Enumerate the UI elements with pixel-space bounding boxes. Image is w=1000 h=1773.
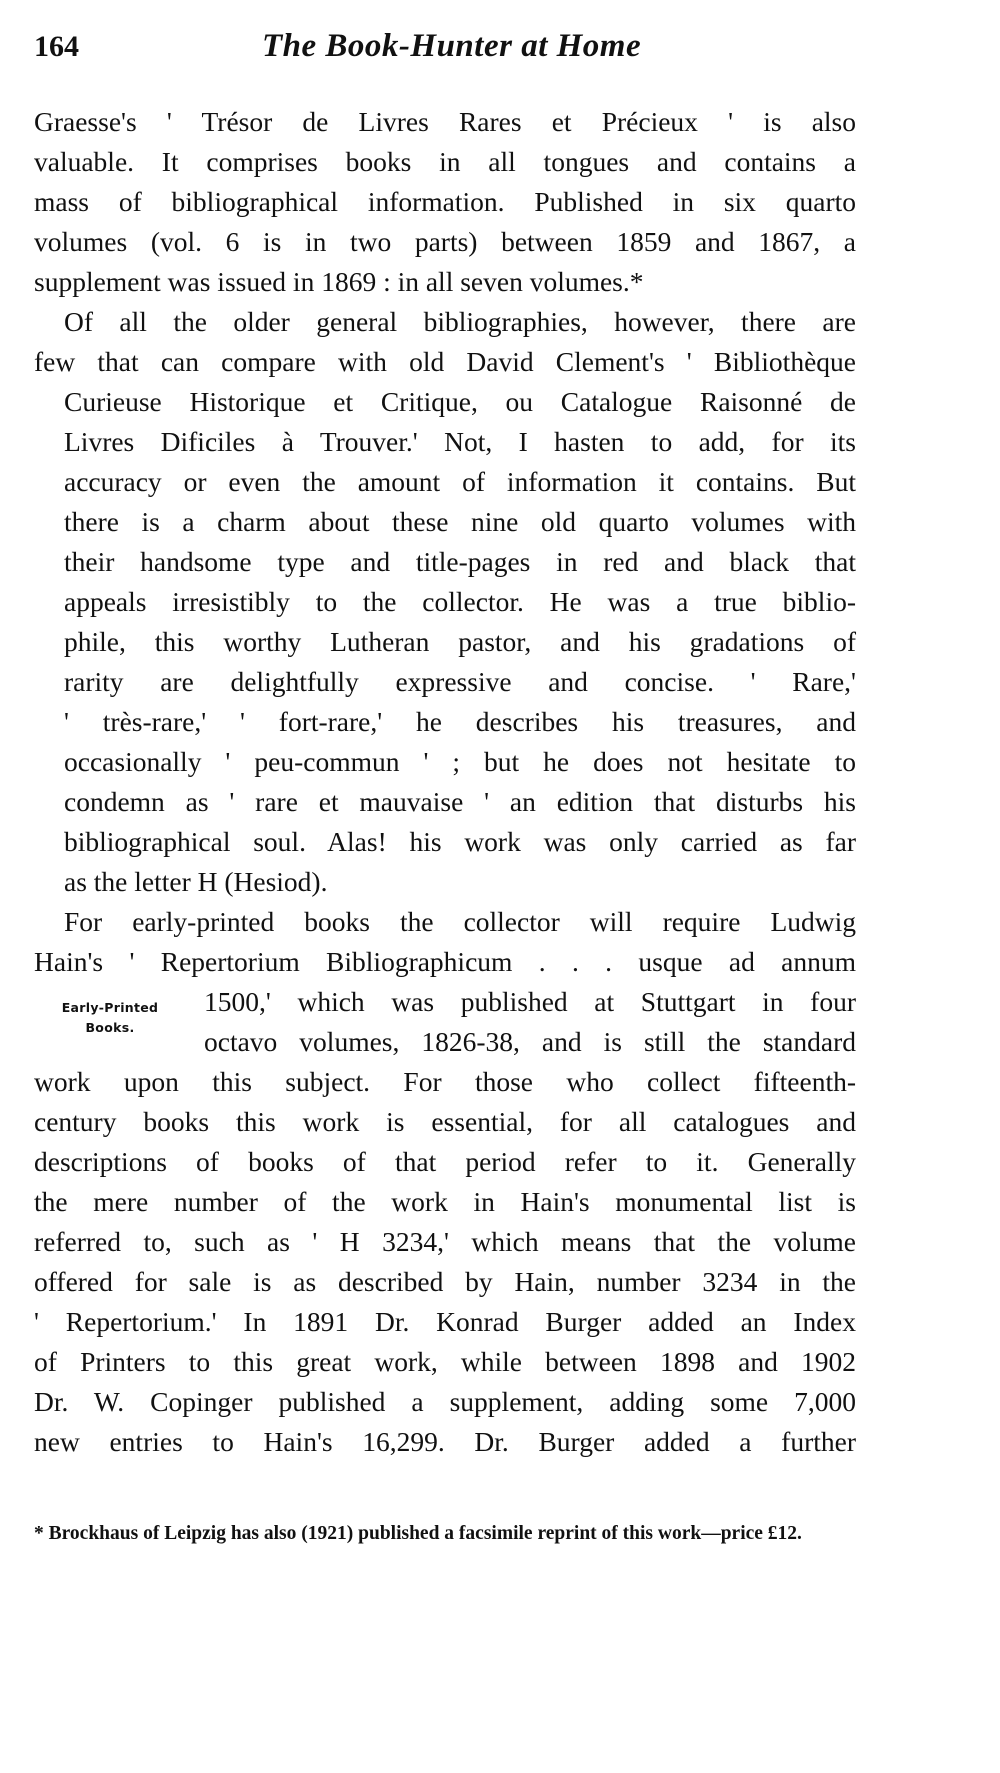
text-line: Hain's ' Repertorium Bibliographicum . . . usque ad annum: [34, 946, 856, 977]
text-line: valuable. It comprises books in all tongues and contains a: [34, 146, 856, 177]
running-header: [34, 28, 860, 76]
text-line: condemn as ' rare et mauvaise ' an edition that disturbs his: [64, 786, 856, 817]
text-line: phile, this worthy Lutheran pastor, and his gradations of: [64, 626, 856, 657]
paragraph-clement: [34, 302, 856, 902]
sidenote-line: Early-Printed: [61, 1000, 159, 1015]
text-line: ' très-rare,' ' fort-rare,' he describes his treasures, and: [64, 706, 856, 737]
text-line: accuracy or even the amount of information it contains. But: [64, 466, 856, 497]
text-line: occasionally ' peu-commun ' ; but he does not hesitate to: [64, 746, 856, 777]
text-line: of Printers to this great work, while between 1898 and 1902: [34, 1346, 856, 1377]
text-line: Livres Dificiles à Trouver.' Not, I hasten to add, for its: [64, 426, 856, 457]
text-line: new entries to Hain's 16,299. Dr. Burger added a further: [34, 1426, 856, 1457]
text-line: supplement was issued in 1869 : in all seven volumes.*: [34, 266, 644, 297]
footnote: * Brockhaus of Leipzig has also (1921) published a facsimile reprint of this work—price £12.: [34, 1523, 802, 1544]
paragraph-hain-beside-sidenote: [204, 982, 856, 1062]
text-line: century books this work is essential, for all catalogues and: [34, 1106, 856, 1137]
text-line: Dr. W. Copinger published a supplement, adding some 7,000: [34, 1386, 856, 1417]
text-line: descriptions of books of that period refer to it. Generally: [34, 1146, 856, 1177]
text-line: volumes (vol. 6 is in two parts) between 1859 and 1867, a: [34, 226, 856, 257]
text-line: bibliographical soul. Alas! his work was only carried as far: [64, 826, 856, 857]
text-line: Graesse's ' Trésor de Livres Rares et Précieux ' is also: [34, 106, 856, 137]
text-line: octavo volumes, 1826-38, and is still the standard: [204, 1026, 856, 1057]
page-number: 164: [34, 30, 79, 63]
text-line: offered for sale is as described by Hain, number 3234 in the: [34, 1266, 856, 1297]
text-line: as the letter H (Hesiod).: [64, 866, 328, 897]
text-line: mass of bibliographical information. Published in six quarto: [34, 186, 856, 217]
paragraph-hain-top: [34, 902, 856, 982]
text-line: the mere number of the work in Hain's monumental list is: [34, 1186, 856, 1217]
text-line: few that can compare with old David Clement's ' Bibliothèque: [34, 346, 856, 377]
text-line: their handsome type and title-pages in red and black that: [64, 546, 856, 577]
text-line: For early-printed books the collector will require Ludwig: [64, 906, 856, 937]
text-line: 1500,' which was published at Stuttgart in four: [204, 986, 856, 1017]
sidenote-early-printed-books: [30, 998, 190, 1038]
text-line: ' Repertorium.' In 1891 Dr. Konrad Burger added an Index: [34, 1306, 856, 1337]
text-line: work upon this subject. For those who collect fifteenth-: [34, 1066, 856, 1097]
text-line: appeals irresistibly to the collector. He was a true biblio-: [64, 586, 856, 617]
text-line: referred to, such as ' H 3234,' which means that the volume: [34, 1226, 856, 1257]
text-line: there is a charm about these nine old quarto volumes with: [64, 506, 856, 537]
sidenote-line: Books.: [85, 1020, 135, 1035]
paragraph-hain-rest: [34, 1062, 856, 1462]
text-line: Of all the older general bibliographies, however, there are: [64, 306, 856, 337]
running-title: The Book-Hunter at Home: [262, 28, 642, 64]
paragraph-graesse: [34, 102, 856, 302]
text-line: rarity are delightfully expressive and concise. ' Rare,': [64, 666, 856, 697]
text-line: Curieuse Historique et Critique, ou Catalogue Raisonné de: [64, 386, 856, 417]
